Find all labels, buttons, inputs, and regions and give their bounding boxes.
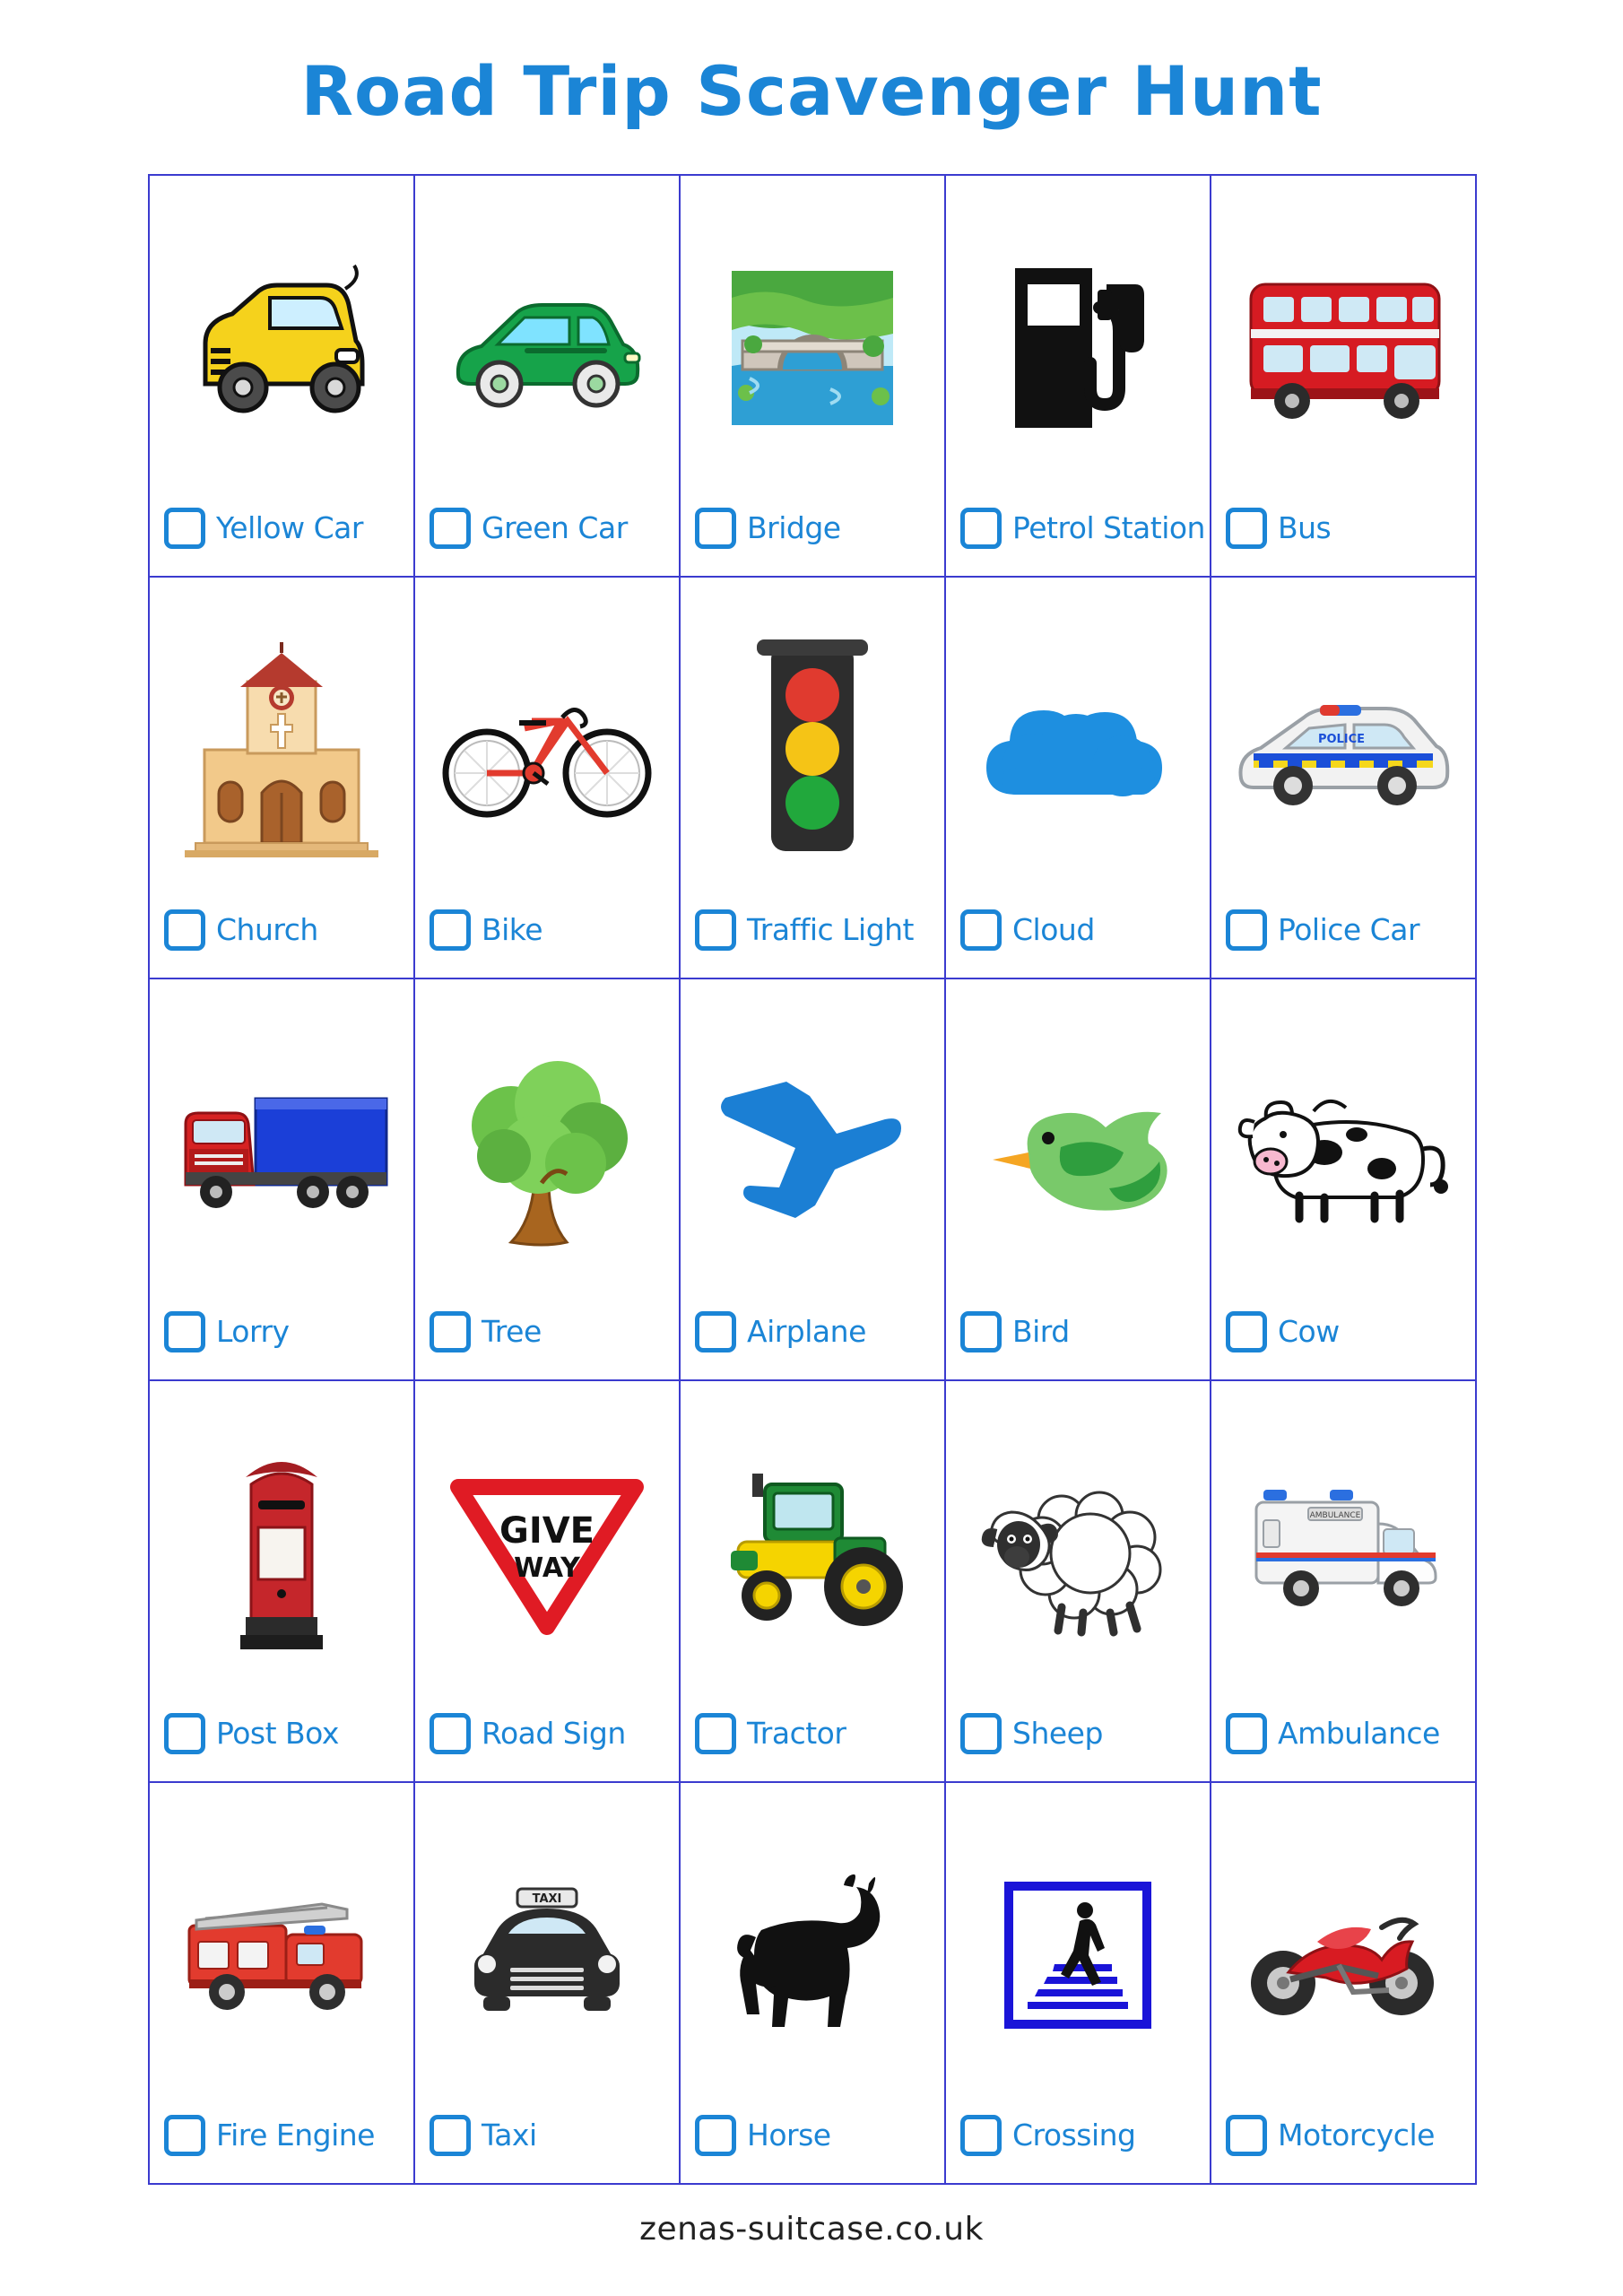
hunt-cell-motorcycle[interactable]: [1211, 1783, 1475, 2183]
label-row: [946, 909, 1210, 978]
label-row: [681, 508, 944, 576]
bridge-icon: [681, 176, 944, 508]
item-label: Bridge: [747, 510, 841, 546]
hunt-cell-cloud[interactable]: [946, 578, 1210, 978]
page-title: Road Trip Scavenger Hunt: [300, 51, 1323, 131]
item-label: Road Sign: [482, 1716, 626, 1752]
item-label: Cow: [1278, 1314, 1340, 1350]
label-row: [1211, 2115, 1475, 2183]
checkbox-church[interactable]: [164, 909, 205, 951]
checkbox-green-car[interactable]: [430, 508, 471, 549]
taxi-icon: [415, 1783, 679, 2115]
label-row: [681, 1713, 944, 1781]
hunt-cell-church[interactable]: [150, 578, 413, 978]
label-row: [946, 508, 1210, 576]
label-row: [946, 2115, 1210, 2183]
checkbox-crossing[interactable]: [960, 2115, 1002, 2156]
checkbox-bridge[interactable]: [695, 508, 736, 549]
hunt-cell-bus[interactable]: [1211, 176, 1475, 576]
item-label: Petrol Station: [1012, 510, 1205, 546]
hunt-cell-lorry[interactable]: [150, 979, 413, 1379]
checkbox-traffic-light[interactable]: [695, 909, 736, 951]
item-label: Bike: [482, 912, 543, 948]
tractor-icon: [681, 1381, 944, 1713]
item-label: Bird: [1012, 1314, 1070, 1350]
label-row: [681, 909, 944, 978]
label-row: [415, 909, 679, 978]
item-label: Sheep: [1012, 1716, 1103, 1752]
motorcycle-icon: [1211, 1783, 1475, 2115]
checkbox-yellow-car[interactable]: [164, 508, 205, 549]
hunt-cell-bird[interactable]: [946, 979, 1210, 1379]
scavenger-hunt-grid: [148, 174, 1475, 2185]
svg-text:WAY: WAY: [514, 1552, 580, 1584]
item-label: Ambulance: [1278, 1716, 1440, 1752]
double-decker-bus-icon: [1211, 176, 1475, 508]
checkbox-motorcycle[interactable]: [1226, 2115, 1267, 2156]
hunt-cell-sheep[interactable]: [946, 1381, 1210, 1781]
grid-row: [149, 1380, 1476, 1782]
checkbox-bird[interactable]: [960, 1311, 1002, 1352]
checkbox-fire-engine[interactable]: [164, 2115, 205, 2156]
item-label: Bus: [1278, 510, 1332, 546]
give-way-sign-icon: [415, 1381, 679, 1713]
item-label: Taxi: [482, 2118, 537, 2153]
checkbox-ambulance[interactable]: [1226, 1713, 1267, 1754]
site-credit: zenas-suitcase.co.uk: [639, 2211, 984, 2248]
cow-icon: [1211, 979, 1475, 1311]
lorry-icon: [150, 979, 413, 1311]
label-row: [150, 1311, 413, 1379]
traffic-light-icon: [681, 578, 944, 909]
hunt-cell-ambulance[interactable]: [1211, 1381, 1475, 1781]
label-row: [681, 1311, 944, 1379]
bird-icon: [946, 979, 1210, 1311]
green-car-icon: [415, 176, 679, 508]
checkbox-post-box[interactable]: [164, 1713, 205, 1754]
hunt-cell-police-car[interactable]: [1211, 578, 1475, 978]
checkbox-taxi[interactable]: [430, 2115, 471, 2156]
label-row: [415, 508, 679, 576]
label-row: [150, 909, 413, 978]
item-label: Fire Engine: [216, 2118, 375, 2153]
hunt-cell-crossing[interactable]: [946, 1783, 1210, 2183]
checkbox-airplane[interactable]: [695, 1311, 736, 1352]
hunt-cell-fire-engine[interactable]: [150, 1783, 413, 2183]
item-label: Traffic Light: [747, 912, 914, 948]
item-label: Lorry: [216, 1314, 290, 1350]
label-row: [681, 2115, 944, 2183]
ambulance-icon: [1211, 1381, 1475, 1713]
checkbox-tractor[interactable]: [695, 1713, 736, 1754]
label-row: [150, 508, 413, 576]
horse-icon: [681, 1783, 944, 2115]
label-row: [150, 2115, 413, 2183]
item-label: Green Car: [482, 510, 628, 546]
checkbox-petrol-station[interactable]: [960, 508, 1002, 549]
hunt-cell-taxi[interactable]: [415, 1783, 679, 2183]
label-row: [415, 1713, 679, 1781]
checkbox-horse[interactable]: [695, 2115, 736, 2156]
hunt-cell-airplane[interactable]: [681, 979, 944, 1379]
cloud-icon: [946, 578, 1210, 909]
item-label: Airplane: [747, 1314, 866, 1350]
svg-text:AMBULANCE: AMBULANCE: [1309, 1510, 1361, 1520]
church-icon: [150, 578, 413, 909]
item-label: Motorcycle: [1278, 2118, 1435, 2153]
svg-text:TAXI: TAXI: [532, 1892, 562, 1906]
checkbox-tree[interactable]: [430, 1311, 471, 1352]
grid-row: [149, 1782, 1476, 2184]
checkbox-police-car[interactable]: [1226, 909, 1267, 951]
hunt-cell-bike[interactable]: [415, 578, 679, 978]
grid-row: [149, 978, 1476, 1380]
label-row: [1211, 508, 1475, 576]
label-row: [415, 1311, 679, 1379]
label-row: [1211, 1311, 1475, 1379]
yellow-car-icon: [150, 176, 413, 508]
checkbox-bike[interactable]: [430, 909, 471, 951]
police-car-icon: [1211, 578, 1475, 909]
post-box-icon: [150, 1381, 413, 1713]
fire-engine-icon: [150, 1783, 413, 2115]
pedestrian-crossing-sign-icon: [946, 1783, 1210, 2115]
item-label: Tractor: [747, 1716, 846, 1752]
checkbox-bus[interactable]: [1226, 508, 1267, 549]
tree-icon: [415, 979, 679, 1311]
label-row: [946, 1713, 1210, 1781]
label-row: [946, 1311, 1210, 1379]
sheep-icon: [946, 1381, 1210, 1713]
fuel-pump-icon: [946, 176, 1210, 508]
checkbox-sheep[interactable]: [960, 1713, 1002, 1754]
hunt-cell-tree[interactable]: [415, 979, 679, 1379]
label-row: [150, 1713, 413, 1781]
item-label: Church: [216, 912, 318, 948]
item-label: Horse: [747, 2118, 831, 2153]
checkbox-cow[interactable]: [1226, 1311, 1267, 1352]
grid-row: [149, 577, 1476, 978]
hunt-cell-petrol-station[interactable]: [946, 176, 1210, 576]
checkbox-cloud[interactable]: [960, 909, 1002, 951]
item-label: Cloud: [1012, 912, 1095, 948]
item-label: Post Box: [216, 1716, 339, 1752]
grid-row: [149, 175, 1476, 577]
airplane-icon: [681, 979, 944, 1311]
checkbox-road-sign[interactable]: [430, 1713, 471, 1754]
item-label: Crossing: [1012, 2118, 1136, 2153]
item-label: Police Car: [1278, 912, 1420, 948]
hunt-cell-green-car[interactable]: [415, 176, 679, 576]
hunt-cell-yellow-car[interactable]: [150, 176, 413, 576]
item-label: Yellow Car: [216, 510, 363, 546]
svg-text:GIVE: GIVE: [499, 1509, 595, 1552]
item-label: Tree: [482, 1314, 542, 1350]
hunt-cell-tractor[interactable]: [681, 1381, 944, 1781]
hunt-cell-bridge[interactable]: [681, 176, 944, 576]
label-row: [1211, 1713, 1475, 1781]
bicycle-icon: [415, 578, 679, 909]
hunt-cell-traffic-light[interactable]: [681, 578, 944, 978]
hunt-cell-horse[interactable]: [681, 1783, 944, 2183]
label-row: [1211, 909, 1475, 978]
hunt-cell-cow[interactable]: [1211, 979, 1475, 1379]
hunt-cell-road-sign[interactable]: [415, 1381, 679, 1781]
hunt-cell-post-box[interactable]: [150, 1381, 413, 1781]
label-row: [415, 2115, 679, 2183]
checkbox-lorry[interactable]: [164, 1311, 205, 1352]
svg-text:POLICE: POLICE: [1317, 732, 1366, 746]
